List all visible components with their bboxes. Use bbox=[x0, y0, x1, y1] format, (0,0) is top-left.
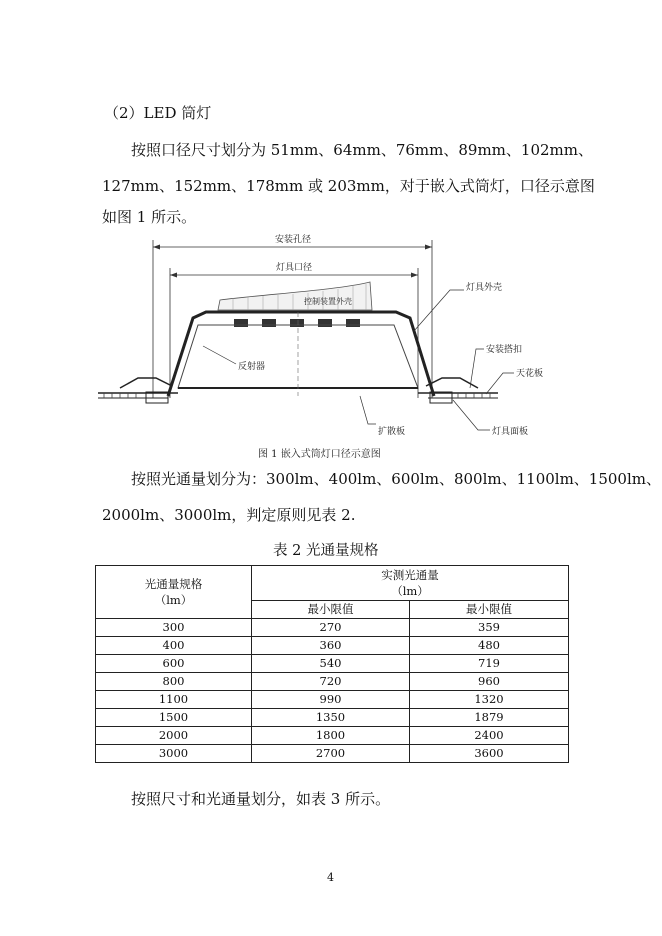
table-cell: 2700 bbox=[252, 745, 410, 763]
paragraph-2-line-1: 按照光通量划分为：300lm、400lm、600lm、800lm、1100lm、1500lm、 bbox=[131, 470, 661, 488]
header-min-limit: 最小限值 bbox=[252, 601, 410, 619]
install-hole-label: 安装孔径 bbox=[274, 235, 312, 245]
paragraph-1-line-3: 如图 1 所示。 bbox=[102, 208, 197, 226]
table-cell: 300 bbox=[96, 619, 252, 637]
table-cell: 3000 bbox=[96, 745, 252, 763]
table-cell: 359 bbox=[410, 619, 569, 637]
table-cell: 1800 bbox=[252, 727, 410, 745]
table-cell: 990 bbox=[252, 691, 410, 709]
table-cell: 1500 bbox=[96, 709, 252, 727]
ceiling-label: 天花板 bbox=[516, 369, 544, 379]
mount-clip-label: 安装搭扣 bbox=[486, 345, 523, 355]
header-flux-spec-line-1: 光通量规格 bbox=[144, 577, 203, 591]
table-cell: 1879 bbox=[410, 709, 569, 727]
paragraph-1-line-2: 127mm、152mm、178mm 或 203mm，对于嵌入式筒灯，口径示意图 bbox=[102, 177, 595, 195]
table-row bbox=[96, 673, 569, 691]
table-cell: 1100 bbox=[96, 691, 252, 709]
table-row bbox=[96, 619, 569, 637]
table-row bbox=[96, 709, 569, 727]
table-cell: 360 bbox=[252, 637, 410, 655]
table-cell: 600 bbox=[96, 655, 252, 673]
header-max-limit: 最小限值 bbox=[410, 601, 569, 619]
table-row bbox=[96, 655, 569, 673]
header-measured-flux-line-1: 实测光通量 bbox=[381, 568, 439, 582]
section-heading: （2）LED 筒灯 bbox=[104, 104, 212, 122]
downlight-diagram bbox=[98, 228, 564, 444]
table-cell: 2400 bbox=[410, 727, 569, 745]
lamp-aperture-label: 灯具口径 bbox=[275, 263, 313, 273]
header-flux-spec-line-2: （lm） bbox=[154, 593, 193, 607]
lamp-housing-label: 灯具外壳 bbox=[466, 283, 503, 293]
table-cell: 1320 bbox=[410, 691, 569, 709]
header-measured-flux-line-2: （lm） bbox=[391, 584, 429, 598]
paragraph-3: 按照尺寸和光通量划分，如表 3 所示。 bbox=[131, 790, 391, 808]
table-cell: 3600 bbox=[410, 745, 569, 763]
table-cell: 270 bbox=[252, 619, 410, 637]
diffuser-label: 扩散板 bbox=[378, 427, 406, 437]
table-cell: 540 bbox=[252, 655, 410, 673]
table-row bbox=[96, 637, 569, 655]
paragraph-1-line-1: 按照口径尺寸划分为 51mm、64mm、76mm、89mm、102mm、 bbox=[131, 141, 593, 159]
table-cell: 960 bbox=[410, 673, 569, 691]
figure-caption: 图 1 嵌入式筒灯口径示意图 bbox=[258, 449, 381, 460]
table-row bbox=[96, 691, 569, 709]
paragraph-2-line-2: 2000lm、3000lm，判定原则见表 2. bbox=[102, 506, 356, 524]
table-cell: 720 bbox=[252, 673, 410, 691]
header-measured-flux bbox=[252, 566, 569, 601]
flux-spec-table bbox=[95, 565, 569, 763]
control-housing-label: 控制装置外壳 bbox=[304, 297, 352, 306]
header-flux-spec bbox=[96, 566, 252, 619]
table-cell: 2000 bbox=[96, 727, 252, 745]
table-cell: 480 bbox=[410, 637, 569, 655]
page-number: 4 bbox=[327, 871, 334, 884]
table-cell: 719 bbox=[410, 655, 569, 673]
table-cell: 800 bbox=[96, 673, 252, 691]
table-cell: 400 bbox=[96, 637, 252, 655]
table-row bbox=[96, 745, 569, 763]
reflector-label: 反射器 bbox=[238, 362, 266, 372]
lamp-face-label: 灯具面板 bbox=[492, 427, 529, 437]
table-cell: 1350 bbox=[252, 709, 410, 727]
table-row bbox=[96, 727, 569, 745]
table-title: 表 2 光通量规格 bbox=[273, 543, 379, 559]
